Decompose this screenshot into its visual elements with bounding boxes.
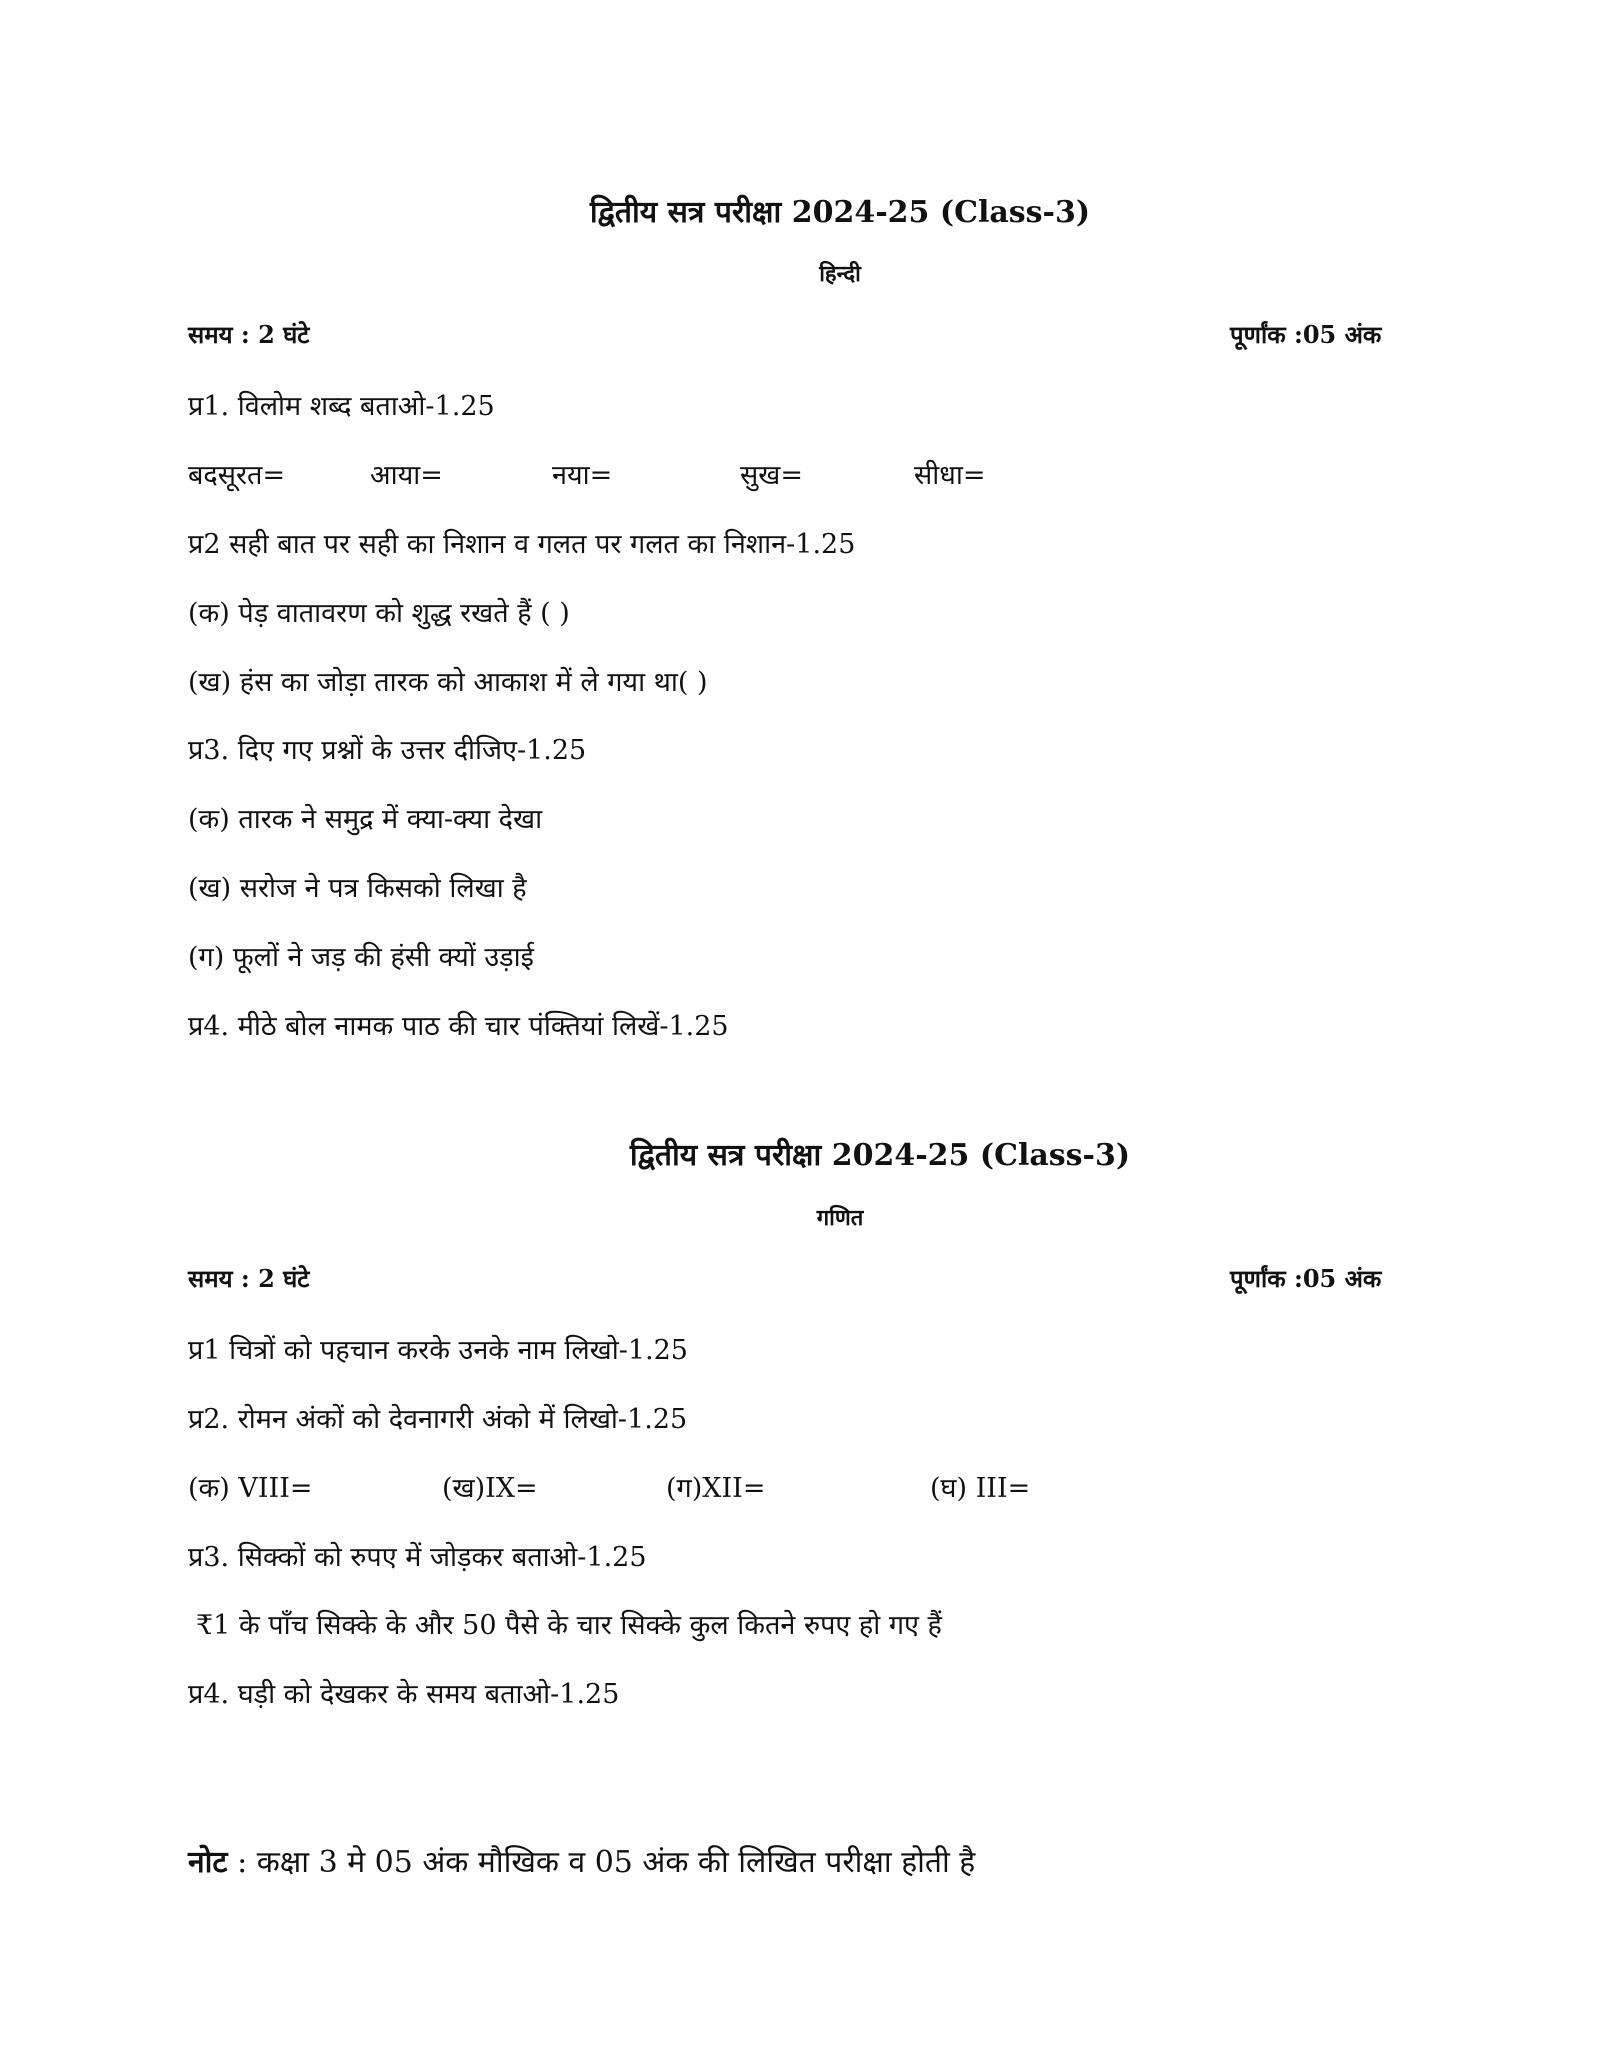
hindi-q3-b: (ख) सरोज ने पत्र किसको लिखा है (188, 873, 527, 904)
hindi-q4: प्र4. मीठे बोल नामक पाठ की चार पंक्तियां लिखें-1.25 (188, 1011, 729, 1042)
hindi-title: द्वितीय सत्र परीक्षा 2024-25 (Class-3) (589, 195, 1091, 230)
q1-word: नया= (552, 460, 613, 491)
hindi-q3: प्र3. दिए गए प्रश्नों के उत्तर दीजिए-1.25 (188, 735, 587, 766)
note (188, 1840, 975, 1881)
maths-subject: गणित (816, 1205, 864, 1231)
maths-q4: प्र4. घड़ी को देखकर के समय बताओ-1.25 (188, 1679, 620, 1710)
maths-q2: प्र2. रोमन अंकों को देवनागरी अंको में लिखो-1.25 (188, 1404, 688, 1435)
q2-item: (घ) III= (930, 1473, 1031, 1504)
q1-word: आया= (370, 460, 443, 491)
q1-word: बदसूरत= (188, 460, 286, 491)
hindi-q2-b: (ख) हंस का जोड़ा तारक को आकाश में ले गया था( ) (188, 667, 708, 698)
maths-q3: प्र3. सिक्कों को रुपए में जोड़कर बताओ-1.25 (188, 1542, 647, 1573)
hindi-q3-c: (ग) फूलों ने जड़ की हंसी क्यों उड़ाई (188, 942, 534, 973)
q1-word: सीधा= (914, 460, 986, 491)
hindi-q3-a: (क) तारक ने समुद्र में क्या-क्या देखा (188, 804, 543, 835)
hindi-q2-a: (क) पेड़ वातावरण को शुद्ध रखते हैं ( ) (188, 598, 570, 629)
q1-word: सुख= (740, 460, 803, 491)
q2-item: (ग)XII= (666, 1473, 766, 1504)
hindi-q2: प्र2 सही बात पर सही का निशान व गलत पर गलत का निशान-1.25 (188, 529, 856, 560)
note-label: नोट (188, 1845, 228, 1880)
q2-item: (ख)IX= (442, 1473, 538, 1504)
maths-q1: प्र1 चित्रों को पहचान करके उनके नाम लिखो-1.25 (188, 1335, 688, 1366)
note-text: : कक्षा 3 मे 05 अंक मौखिक व 05 अंक की लिखित परीक्षा होती है (227, 1845, 976, 1880)
maths-time: समय : 2 घंटे (188, 1264, 310, 1293)
maths-marks: पूर्णांक :05 अंक (1230, 1264, 1382, 1293)
maths-q3-text: ₹1 के पाँच सिक्के के और 50 पैसे के चार सिक्के कुल कितने रुपए हो गए हैं (196, 1610, 942, 1641)
q2-item: (क) VIII= (188, 1473, 313, 1504)
hindi-q1: प्र1. विलोम शब्द बताओ-1.25 (188, 391, 495, 422)
maths-title: द्वितीय सत्र परीक्षा 2024-25 (Class-3) (629, 1138, 1131, 1173)
hindi-subject: हिन्दी (819, 261, 861, 287)
hindi-time: समय : 2 घंटे (188, 320, 310, 349)
hindi-marks: पूर्णांक :05 अंक (1230, 320, 1382, 349)
